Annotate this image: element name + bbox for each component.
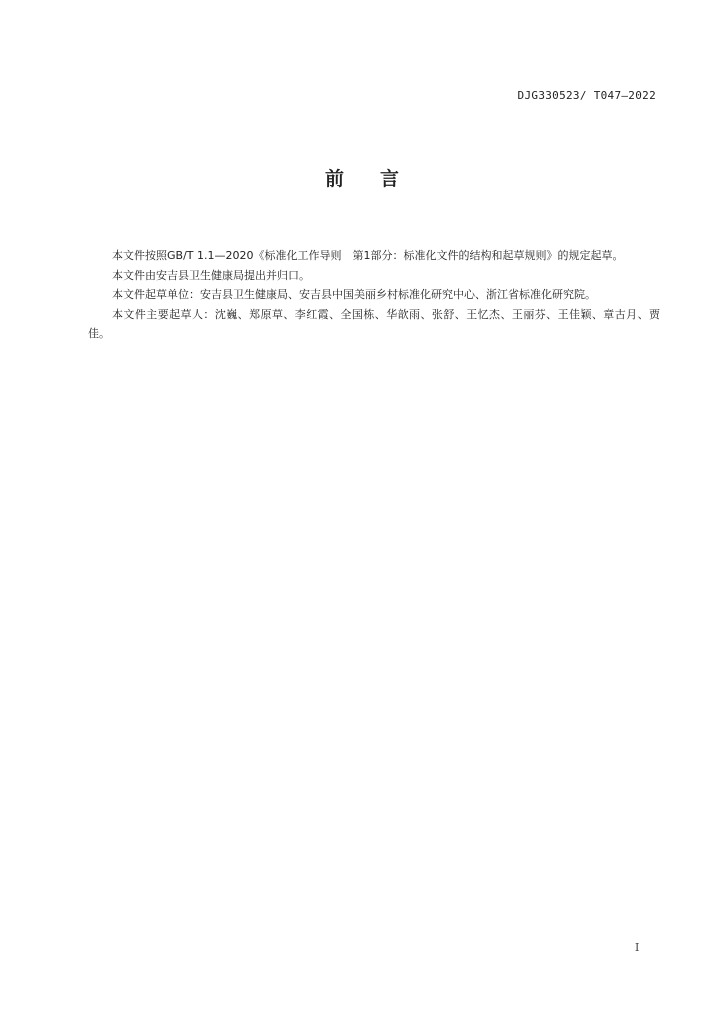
paragraph-proposer: 本文件由安吉县卫生健康局提出并归口。 bbox=[112, 268, 310, 282]
foreword-body bbox=[88, 246, 660, 344]
paragraph-drafting-basis: 本文件按照GB/T 1.1—2020《标准化工作导则 第1部分：标准化文件的结构和起草规则》的规定起草。 bbox=[112, 249, 624, 262]
paragraph-drafters: 本文件主要起草人：沈巍、郑原草、李红霞、全国栋、华歆雨、张舒、王忆杰、王丽芬、王佳颖、章古月、贾佳。 bbox=[88, 307, 660, 340]
page-number: I bbox=[635, 941, 640, 954]
document-code: DJG330523/ T047—2022 bbox=[517, 89, 656, 102]
page-title: 前言 bbox=[324, 168, 435, 190]
paragraph-drafting-units: 本文件起草单位：安吉县卫生健康局、安吉县中国美丽乡村标准化研究中心、浙江省标准化研究院。 bbox=[112, 288, 596, 301]
